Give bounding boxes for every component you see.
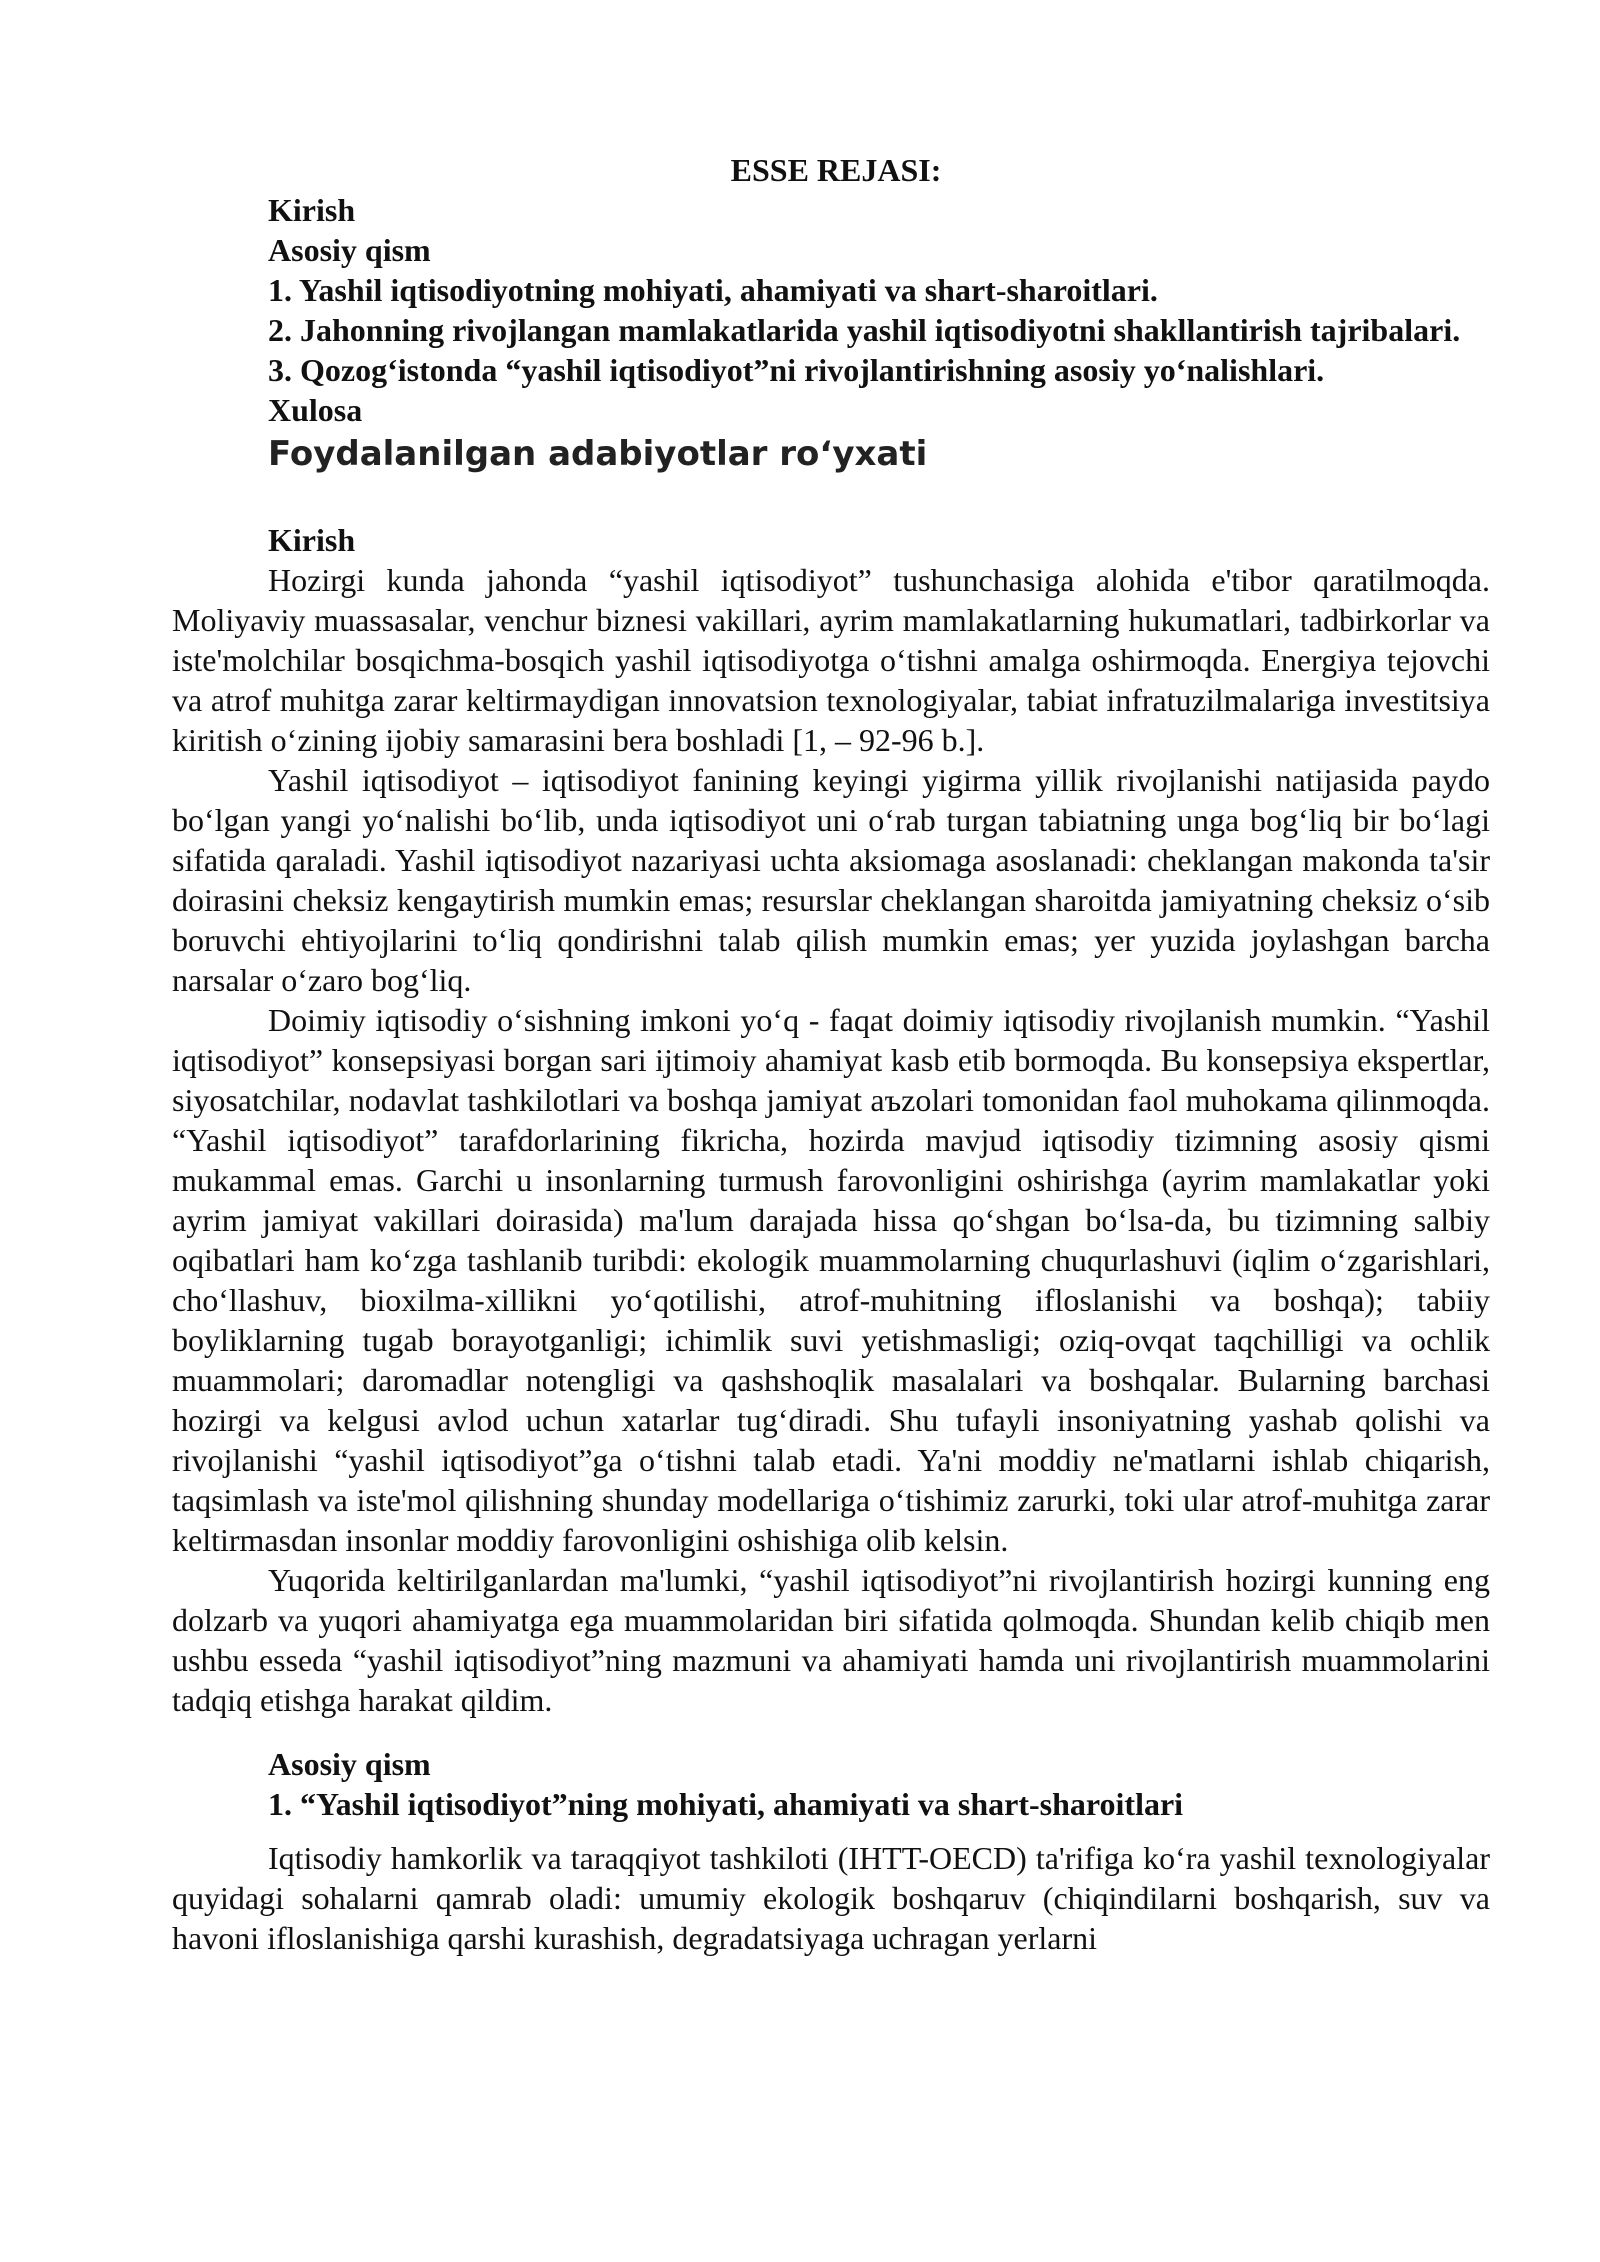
plan-item-2: 2. Jahonning rivojlangan mamlakatlarida yashil iqtisodiyotni shakllantirish tajribalari. xyxy=(268,312,1461,348)
plan-item-introduction: Kirish xyxy=(268,192,356,228)
document-body xyxy=(172,150,1490,1958)
spacer xyxy=(172,1824,1490,1838)
spacer xyxy=(172,476,1490,520)
section-heading-introduction: Kirish xyxy=(268,522,356,558)
intro-paragraph-3: Doimiy iqtisodiy o‘sishning imkoni yo‘q - faqat doimiy iqtisodiy rivojlanish mumkin. “Yashil iqtisodiyot” konsepsiyasi borgan sari ijtimoiy ahamiyat kasb etib bormoqda. Bu konsepsiya ekspertlar, siyosatchilar, nodavlat tashkilotlari va boshqa jamiyat aъzolari tomonidan faol muhokama qilinmoqda. “Yashil iqtisodiyot” tarafdorlarining fikricha, hozirda mavjud iqtisodiy tizimning asosiy qismi mukammal emas. Garchi u insonlarning turmush farovonligini oshirishga (ayrim mamlakatlar yoki ayrim jamiyat vakillari doirasida) ma'lum darajada hissa qo‘shgan bo‘lsa-da, bu tizimning salbiy oqibatlari ham ko‘zga tashlanib turibdi: ekologik muammolarning chuqurlashuvi (iqlim o‘zgarishlari, cho‘llashuv, bioxilma-xillikni yo‘qotilishi, atrof-muhitning ifloslanishi va boshqa); tabiiy boyliklarning tugab borayotganligi; ichimlik suvi yetishmasligi; oziq-ovqat taqchilligi va ochlik muammolari; daromadlar notengligi va qashshoqlik masalalari va boshqalar. Bularning barchasi hozirgi va kelgusi avlod uchun xatarlar tug‘diradi. Shu tufayli insoniyatning yashab qolishi va rivojlanishi “yashil iqtisodiyot”ga o‘tishni talab etadi. Ya'ni moddiy ne'matlarni ishlab chiqarish, taqsimlash va iste'mol qilishning shunday modellariga o‘tishimiz zarurki, toki ular atrof-muhitga zarar keltirmasdan insonlar moddiy farovonligini oshishiga olib kelsin. xyxy=(172,1002,1490,1558)
plan-item-3: 3. Qozog‘istonda “yashil iqtisodiyot”ni rivojlantirishning asosiy yo‘nalishlari. xyxy=(268,352,1325,388)
plan-item-main-part: Asosiy qism xyxy=(268,232,431,268)
plan-title: ESSE REJASI: xyxy=(730,152,942,188)
intro-paragraph-2: Yashil iqtisodiyot – iqtisodiyot fanining keyingi yigirma yillik rivojlanishi natijasida paydo bo‘lgan yangi yo‘nalishi bo‘lib, unda iqtisodiyot uni o‘rab turgan tabiatning unga bog‘liq bir bo‘lagi sifatida qaraladi. Yashil iqtisodiyot nazariyasi uchta aksiomaga asoslanadi: cheklangan makonda ta'sir doirasini cheksiz kengaytirish mumkin emas; resurslar cheklangan sharoitda jamiyatning cheksiz o‘sib boruvchi ehtiyojlarini to‘liq qondirishni talab qilish mumkin emas; yer yuzida joylashgan barcha narsalar o‘zaro bog‘liq. xyxy=(172,762,1490,998)
plan-item-conclusion: Xulosa xyxy=(268,392,363,428)
main-paragraph-1: Iqtisodiy hamkorlik va taraqqiyot tashkiloti (IHTT-OECD) ta'rifiga ko‘ra yashil texnologiyalar quyidagi sohalarni qamrab oladi: umumiy ekologik boshqaruv (chiqindilarni boshqarish, suv va havoni ifloslanishiga qarshi kurashish, degradatsiyaga uchragan yerlarni xyxy=(172,1840,1490,1956)
section-heading-main-part: Asosiy qism xyxy=(268,1746,431,1782)
intro-paragraph-1: Hozirgi kunda jahonda “yashil iqtisodiyot” tushunchasiga alohida e'tibor qaratilmoqda. Moliyaviy muassasalar, venchur biznesi vakillari, ayrim mamlakatlarning hukumatlari, tadbirkorlar va iste'molchilar bosqichma-bosqich yashil iqtisodiyotga o‘tishni amalga oshirmoqda. Energiya tejovchi va atrof muhitga zarar keltirmaydigan innovatsion texnologiyalar, tabiat infratuzilmalariga investitsiya kiritish o‘zining ijobiy samarasini bera boshladi [1, – 92-96 b.]. xyxy=(172,562,1490,758)
intro-paragraph-4: Yuqorida keltirilganlardan ma'lumki, “yashil iqtisodiyot”ni rivojlantirish hozirgi kunning eng dolzarb va yuqori ahamiyatga ega muammolaridan biri sifatida qolmoqda. Shundan kelib chiqib men ushbu esseda “yashil iqtisodiyot”ning mazmuni va ahamiyati hamda uni rivojlantirish muammolarini tadqiq etishga harakat qildim. xyxy=(172,1562,1490,1718)
subsection-heading-1: 1. “Yashil iqtisodiyot”ning mohiyati, ahamiyati va shart-sharoitlari xyxy=(268,1786,1184,1822)
plan-item-1: 1. Yashil iqtisodiyotning mohiyati, ahamiyati va shart-sharoitlari. xyxy=(268,272,1158,308)
plan-item-references: Foydalanilgan adabiyotlar ro‘yxati xyxy=(268,434,928,474)
spacer xyxy=(172,1720,1490,1744)
